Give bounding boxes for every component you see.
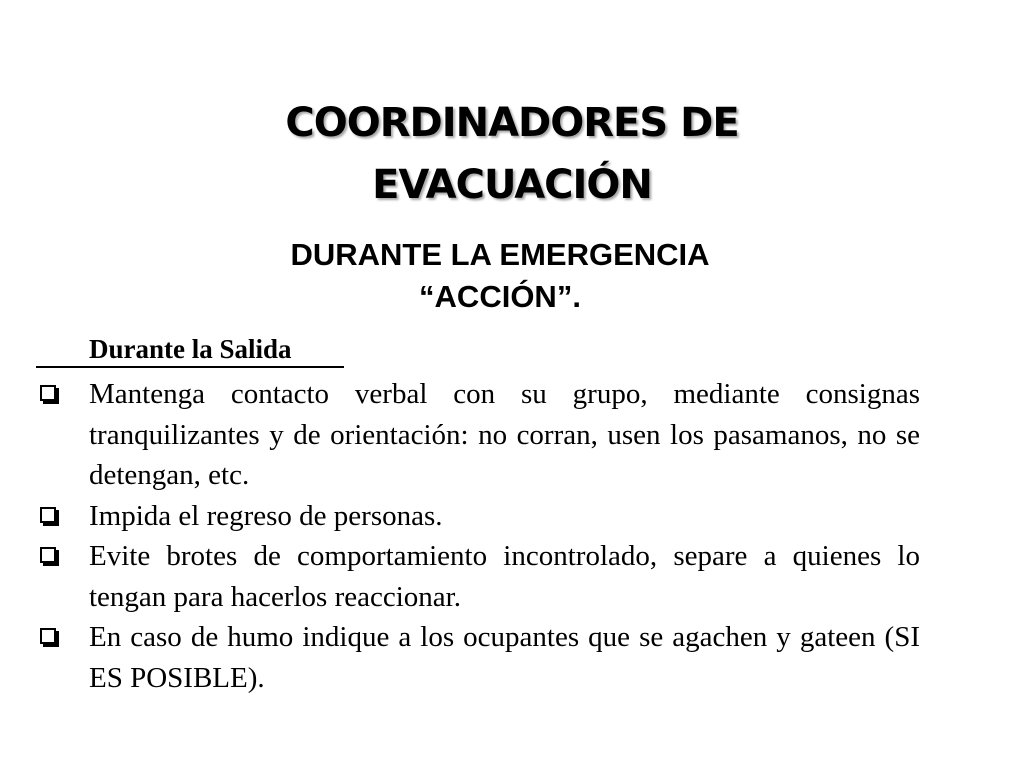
bullet-item bbox=[36, 374, 920, 496]
bullet-item bbox=[36, 536, 920, 617]
checkbox-square-icon bbox=[40, 628, 56, 644]
slide-title-line-2: EVACUACIÓN bbox=[372, 162, 652, 208]
slide-subtitle-line-2: “ACCIÓN”. bbox=[419, 279, 581, 314]
checkbox-square-icon bbox=[40, 385, 56, 401]
bullet-text: Mantenga contacto verbal con su grupo, mediante consignas tranquilizantes y de orientación: no corran, usen los pasamanos, no se detengan, etc. bbox=[89, 378, 920, 491]
slide-subtitle-line-1: DURANTE LA EMERGENCIA bbox=[290, 237, 710, 272]
bullet-text: Impida el regreso de personas. bbox=[89, 499, 443, 532]
checkbox-square-icon bbox=[40, 507, 56, 523]
slide-subtitle bbox=[0, 234, 1000, 318]
slide-title-line-1: COORDINADORES DE bbox=[285, 100, 739, 146]
slide-title bbox=[0, 92, 1024, 216]
bullet-text: En caso de humo indique a los ocupantes que se agachen y gateen (SI ES POSIBLE). bbox=[89, 621, 920, 694]
bullet-list bbox=[36, 374, 920, 698]
bullet-item bbox=[36, 496, 920, 537]
checkbox-square-icon bbox=[40, 547, 56, 563]
bullet-item bbox=[36, 617, 920, 698]
section-heading: Durante la Salida bbox=[36, 332, 344, 368]
bullet-text: Evite brotes de comportamiento incontrolado, separe a quienes lo tengan para hacerlos reaccionar. bbox=[89, 540, 920, 613]
